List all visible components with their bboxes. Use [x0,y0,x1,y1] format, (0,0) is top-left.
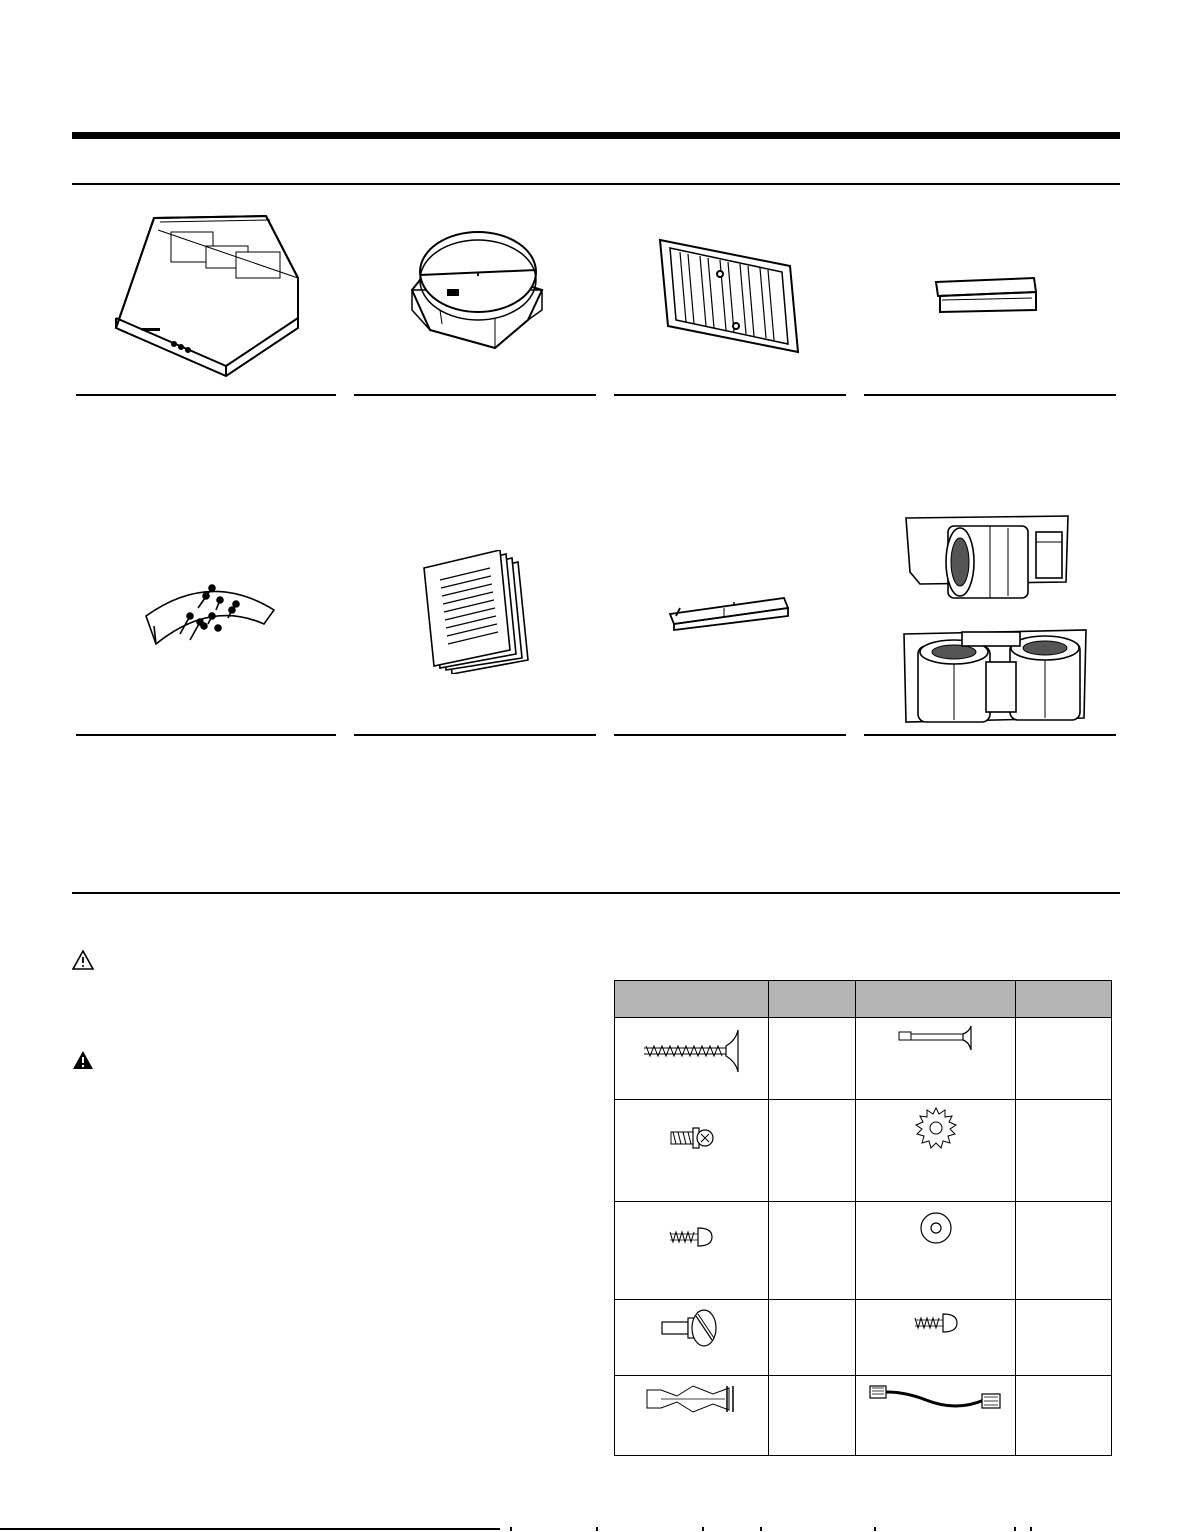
wood-screw-icon [636,1024,746,1074]
duct-adapter-illustration [360,220,570,360]
header-cell [615,981,769,1018]
table-cell [856,1202,1016,1300]
footer-tick [702,1527,704,1531]
thumb-screw-icon [656,1306,726,1350]
blower-motor-illustration [890,512,1100,726]
table-row [615,1018,1112,1100]
part-rule-8 [864,734,1116,736]
qty-cell [768,1202,856,1300]
hardware-bag-illustration [140,560,280,680]
footer-tick [596,1527,598,1531]
qty-cell [1016,1376,1112,1456]
footer-tick [510,1527,512,1531]
qty-cell [1016,1100,1112,1202]
table-cell [615,1376,769,1456]
table-cell [856,1300,1016,1376]
header-cell [856,981,1016,1018]
table-row [615,1202,1112,1300]
table-row [615,1376,1112,1456]
section-rule-hardware [72,892,1120,894]
wall-bolt-icon [891,1024,981,1056]
table-cell [856,1018,1016,1100]
part-rule-4 [864,394,1116,396]
table-row [615,1300,1112,1376]
table-cell [615,1100,769,1202]
qty-cell [1016,1300,1112,1376]
part-rule-7 [614,734,846,736]
header-cell [768,981,856,1018]
qty-cell [1016,1202,1112,1300]
part-rule-6 [354,734,596,736]
manual-booklet-illustration [420,550,540,674]
connector-cable-icon [866,1382,1006,1418]
qty-cell [1016,1018,1112,1100]
footer-tick [1014,1527,1016,1531]
hardware-table [614,980,1112,1456]
part-rule-3 [614,394,846,396]
caution-outline-icon [72,950,94,975]
table-row [615,1100,1112,1202]
bracket-illustration [920,270,1050,330]
qty-cell [768,1018,856,1100]
small-screw-icon [911,1306,961,1340]
pan-head-screw-icon [666,1220,716,1254]
table-cell [615,1202,769,1300]
mounting-bracket-illustration [664,594,794,634]
part-rule-1 [76,394,336,396]
footer-tick [760,1527,762,1531]
section-rule-parts [72,183,1120,185]
table-cell [856,1100,1016,1202]
warning-solid-icon [72,1050,94,1075]
footer-tick [874,1527,876,1531]
part-rule-5 [76,734,336,736]
header-cell [1016,981,1112,1018]
qty-cell [768,1100,856,1202]
star-washer-icon [914,1106,958,1150]
hardware-table-header [615,981,1112,1018]
part-rule-2 [354,394,596,396]
qty-cell [768,1300,856,1376]
hex-flange-screw-icon [661,1118,721,1158]
header-rule-thick [72,132,1120,139]
table-cell [615,1018,769,1100]
table-cell [615,1300,769,1376]
wall-anchor-icon [641,1382,741,1416]
baffle-filter-illustration [640,226,820,366]
footer-tick [1030,1527,1032,1531]
qty-cell [768,1376,856,1456]
table-cell [856,1376,1016,1456]
footer-rule [0,1528,500,1530]
hood-body-illustration [76,200,336,390]
flat-washer-icon [916,1208,956,1248]
